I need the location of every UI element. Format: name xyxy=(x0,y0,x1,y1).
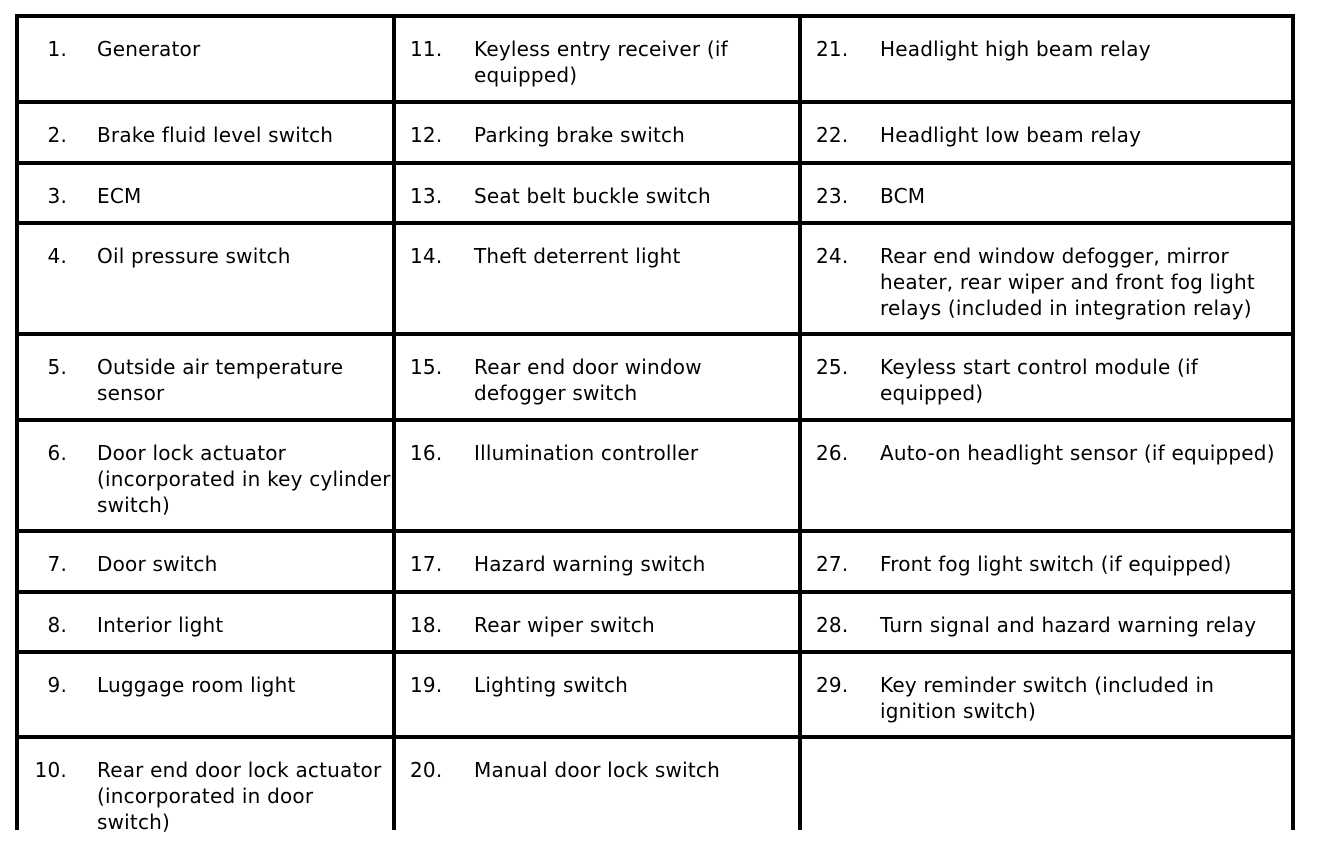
legend-item xyxy=(802,225,1291,332)
item-number: 10. xyxy=(34,758,67,782)
legend-item xyxy=(396,104,798,161)
item-label: Hazard warning switch xyxy=(474,552,706,576)
legend-item xyxy=(802,654,1291,735)
item-number: 8. xyxy=(47,613,67,637)
legend-item xyxy=(396,533,798,590)
item-label: BCM xyxy=(880,184,926,208)
legend-item xyxy=(396,165,798,221)
legend-item xyxy=(19,739,392,835)
item-number: 16. xyxy=(410,441,443,465)
item-number: 24. xyxy=(816,244,849,268)
item-number: 9. xyxy=(47,673,67,697)
item-number: 21. xyxy=(816,37,849,61)
item-label: Turn signal and hazard warning relay xyxy=(880,613,1257,637)
item-number: 3. xyxy=(47,184,67,208)
legend-item xyxy=(19,654,392,735)
legend-item xyxy=(802,422,1291,529)
item-label: Luggage room light xyxy=(97,673,296,697)
item-label: ECM xyxy=(97,184,142,208)
legend-item xyxy=(802,18,1291,100)
item-label: Parking brake switch xyxy=(474,123,686,147)
component-legend-table xyxy=(15,14,1295,834)
legend-item xyxy=(19,422,392,529)
legend-item xyxy=(802,336,1291,418)
item-number: 12. xyxy=(410,123,443,147)
item-label: Front fog light switch (if equipped) xyxy=(880,552,1232,576)
item-label: Keyless start control module (if equipped) xyxy=(880,355,1199,405)
item-label: Seat belt buckle switch xyxy=(474,184,711,208)
item-number: 13. xyxy=(410,184,443,208)
item-number: 18. xyxy=(410,613,443,637)
legend-item xyxy=(802,104,1291,161)
item-number: 7. xyxy=(47,552,67,576)
item-number: 28. xyxy=(816,613,849,637)
legend-item xyxy=(396,18,798,100)
item-label: Headlight high beam relay xyxy=(880,37,1151,61)
item-label: Generator xyxy=(97,37,201,61)
item-number: 27. xyxy=(816,552,849,576)
legend-item xyxy=(19,336,392,418)
item-number: 1. xyxy=(47,37,67,61)
item-number: 14. xyxy=(410,244,443,268)
item-number: 29. xyxy=(816,673,849,697)
legend-item xyxy=(19,165,392,221)
item-number: 26. xyxy=(816,441,849,465)
legend-item xyxy=(396,225,798,332)
item-number: 4. xyxy=(47,244,67,268)
item-label: Illumination controller xyxy=(474,441,699,465)
legend-item xyxy=(19,18,392,100)
item-number: 19. xyxy=(410,673,443,697)
item-label: Theft deterrent light xyxy=(474,244,681,268)
item-number: 15. xyxy=(410,355,443,379)
item-label: Keyless entry receiver (if equipped) xyxy=(474,37,728,87)
item-number: 17. xyxy=(410,552,443,576)
item-label: Auto-on headlight sensor (if equipped) xyxy=(880,441,1275,465)
legend-item xyxy=(396,739,798,835)
item-label: Door lock actuator (incorporated in key cylinder switch) xyxy=(97,441,391,517)
legend-item xyxy=(19,533,392,590)
item-number: 5. xyxy=(47,355,67,379)
legend-item xyxy=(396,654,798,735)
empty-cell xyxy=(802,739,1291,835)
item-label: Rear end window defogger, mirror heater, rear wiper and front fog light relays (included in integration relay) xyxy=(880,244,1255,320)
item-number: 2. xyxy=(47,123,67,147)
legend-item xyxy=(802,165,1291,221)
item-number: 6. xyxy=(47,441,67,465)
item-label: Brake fluid level switch xyxy=(97,123,334,147)
item-label: Key reminder switch (included in ignition switch) xyxy=(880,673,1215,723)
legend-item xyxy=(802,594,1291,650)
item-number: 25. xyxy=(816,355,849,379)
legend-item xyxy=(19,225,392,332)
item-label: Rear wiper switch xyxy=(474,613,655,637)
item-label: Outside air temperature sensor xyxy=(97,355,344,405)
item-number: 23. xyxy=(816,184,849,208)
legend-item xyxy=(396,336,798,418)
item-number: 20. xyxy=(410,758,443,782)
item-label: Manual door lock switch xyxy=(474,758,720,782)
legend-item xyxy=(19,104,392,161)
item-label: Oil pressure switch xyxy=(97,244,291,268)
item-label: Interior light xyxy=(97,613,224,637)
item-label: Door switch xyxy=(97,552,218,576)
item-label: Headlight low beam relay xyxy=(880,123,1142,147)
item-label: Rear end door window defogger switch xyxy=(474,355,702,405)
legend-item xyxy=(396,594,798,650)
legend-item xyxy=(19,594,392,650)
legend-item xyxy=(396,422,798,529)
item-number: 11. xyxy=(410,37,443,61)
legend-item xyxy=(802,533,1291,590)
item-number: 22. xyxy=(816,123,849,147)
item-label: Rear end door lock actuator (incorporated in door switch) xyxy=(97,758,382,834)
item-label: Lighting switch xyxy=(474,673,629,697)
